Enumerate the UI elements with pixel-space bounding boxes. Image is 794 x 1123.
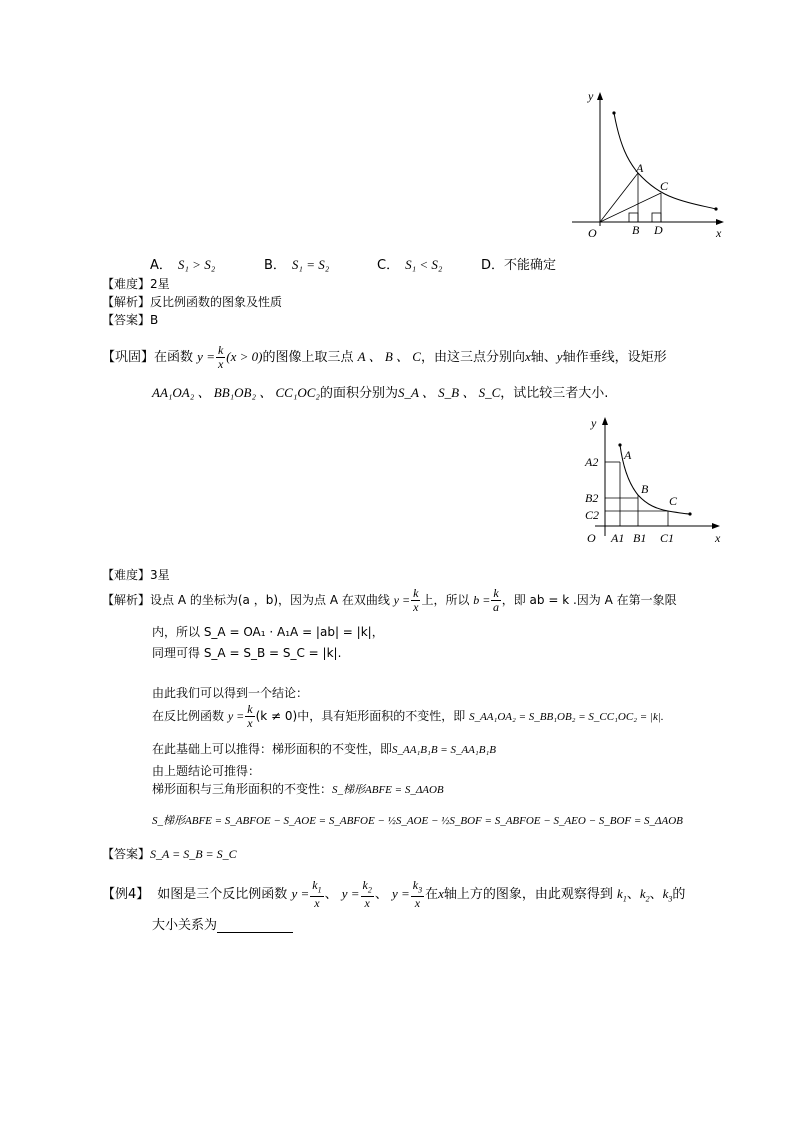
- fig2-label: x: [715, 531, 721, 545]
- fig2-label: A1: [611, 531, 625, 545]
- option-d: D．不能确定: [481, 258, 557, 273]
- fig2-label: B: [641, 482, 649, 496]
- fig2-label: C1: [660, 531, 675, 545]
- gonggu-line2: AA₁OA₂ 、 BB₁OB₂ 、 CC₁OC₂的面积分别为S_A 、 S_B 、 S_C，试比较三者大小.: [152, 385, 609, 401]
- gonggu-analysis-line3: 同理可得 S_A = S_B = S_C = |k|.: [152, 646, 342, 660]
- fig2-label: B2: [585, 491, 599, 505]
- fig2-label: A2: [585, 455, 599, 469]
- fig1-label: O: [588, 226, 597, 240]
- figure-1: [560, 86, 730, 241]
- example4-line2: 大小关系为: [152, 914, 293, 933]
- fig1-label: x: [716, 226, 722, 240]
- fig2-label: y: [591, 416, 597, 430]
- conclusion-line4: 由上题结论可推得：: [152, 764, 261, 778]
- conclusion-line3: 在此基础上可以推得：梯形面积的不变性，即S_AA₁B₁B = S_AA₁B₁B: [152, 742, 496, 756]
- fig2-label: A: [624, 448, 632, 462]
- q1-answer: 【答案】B: [102, 313, 159, 327]
- fig2-label: O: [587, 531, 596, 545]
- gonggu-difficulty: 【难度】3星: [102, 568, 170, 582]
- option-b: B． S₁ = S₂: [264, 257, 330, 273]
- gonggu-line1: 【巩固】在函数 y = $\frac{k}{x}$ (x > 0)的图像上取三点 A 、 B 、 C，由这三点分别向x轴、y轴作垂线，设矩形: [102, 343, 667, 371]
- conclusion-line2: 在反比例函数 y = $\frac{k}{x}$ (k ≠ 0)中，具有矩形面积的不变性，即 S_AA₁OA₂ = S_BB₁OB₂ = S_CC₁OC₂ = |k|.: [152, 702, 664, 730]
- fig1-label: C: [660, 179, 669, 193]
- fig2-label: B1: [633, 531, 647, 545]
- conclusion-line5: 梯形面积与三角形面积的不变性：S_梯形ABFE = S_ΔAOB: [152, 782, 444, 796]
- q1-analysis: 【解析】反比例函数的图象及性质: [102, 295, 283, 309]
- fig1-label: B: [632, 223, 640, 237]
- fig1-label: A: [636, 161, 644, 175]
- option-a: A． S₁ > S₂: [150, 257, 216, 273]
- fig1-label: y: [588, 89, 594, 103]
- answer-blank[interactable]: [217, 918, 293, 933]
- q1-difficulty: 【难度】2星: [102, 277, 170, 291]
- gonggu-answer: 【答案】S_A = S_B = S_C: [102, 847, 237, 861]
- fig2-label: C: [669, 494, 678, 508]
- example4-line1: 【例4】 如图是三个反比例函数 y = $\frac{k_1}{x}$ 、 y = $\frac{k_2}{x}$ 、 y = $\frac{k_3}{x}$ 在x轴上方的图象，由此观察得到 $k_1$、$k_2$、$k_3$的: [102, 878, 686, 911]
- conclusion-line1: 由此我们可以得到一个结论：: [152, 686, 309, 700]
- fig1-label: D: [654, 223, 663, 237]
- figure-2: [575, 412, 730, 552]
- conclusion-line6: S_梯形ABFE = S_ABFOE − S_AOE = S_ABFOE − ½S_AOE − ½S_BOF = S_ABFOE − S_AEO − S_BOF = S_ΔAOB: [152, 815, 683, 827]
- gonggu-analysis-line2: 内，所以 S_A = OA₁ · A₁A = |ab| = |k|，: [152, 625, 384, 639]
- fig2-label: C2: [585, 508, 600, 522]
- option-c: C． S₁ < S₂: [377, 257, 443, 273]
- gonggu-analysis-line1: 【解析】设点 A 的坐标为(a ，b)，因为点 A 在双曲线 y = $\frac{k}{x}$ 上，所以 b = $\frac{k}{a}$ ，即 ab = k .因为 A 在第一象限: [102, 586, 677, 614]
